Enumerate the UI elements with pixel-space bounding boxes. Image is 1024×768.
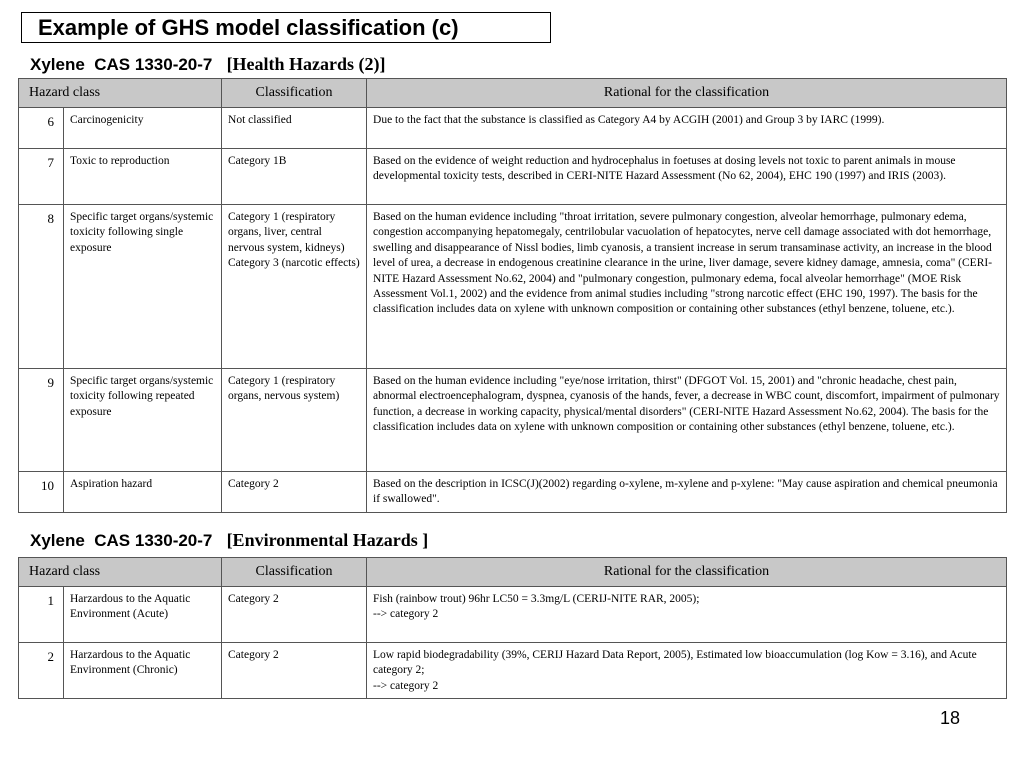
rationale-cell: Based on the human evidence including "eye/nose irritation, thirst" (DFGOT Vol. 15, 2001) and "chronic headache, chest pain, abnormal electroencephalogram, dyspnea, cyanosis of the hands, fever, a decrease in WBC count, discomfort, impairment of pulmonary function, a decrease in working capacity, physical/mental disorders" (CERI-NITE Hazard Assessment No.62, 2004). The basis for the classification includes data on xylene with unknown composition or containing other substances (ethyl benzene, toluene, etc.).	[367, 369, 1007, 472]
header-classification: Classification	[222, 558, 367, 587]
environmental-hazards-heading	[30, 530, 428, 551]
slide-title: Example of GHS model classification (c)	[38, 14, 459, 40]
rationale-cell: Based on the human evidence including "throat irritation, severe pulmonary congestion, alveolar hemorrhage, pulmonary edema, congestion accompanying hepatomegaly, centrilobular vacuolation of hepatocytes, nerve cell damage associated with dot hemorrhage, swelling and disappearance of Nissl bodies, limb cyanosis, a transient increase in serum transaminase activity, an increase in the blood level of urea, a decrease in endogenous creatinine clearance in the urine, liver damage, severe kidney damage, amnesia, coma" (CERI-NITE Hazard Assessment No.62, 2004) and "pulmonary congestion, pulmonary edema, focal alveolar hemorrhage" (MOE Risk Assessment Vol.1, 2002) and the evidence from animal studies including "strong narcotic effect (EHC 190, 1997). The basis for the classification includes data on xylene with unknown composition or containing other substances (ethyl benzene, toluene, etc.).	[367, 205, 1007, 369]
table-row	[19, 205, 1007, 369]
hazard-class-cell: Carcinogenicity	[64, 108, 222, 149]
header-hazard-class: Hazard class	[19, 79, 222, 108]
classification-cell: Category 2	[222, 472, 367, 513]
row-number: 9	[19, 369, 64, 472]
hazard-class-cell: Aspiration hazard	[64, 472, 222, 513]
rationale-cell: Based on the description in ICSC(J)(2002) regarding o-xylene, m-xylene and p-xylene: "May cause aspiration and chemical pneumonia if swallowed".	[367, 472, 1007, 513]
rationale-line: Fish (rainbow trout) 96hr LC50 = 3.3mg/L (CERIJ-NITE RAR, 2005);	[373, 593, 700, 605]
rationale-line: --> category 2	[373, 608, 439, 621]
table-header-row	[19, 79, 1007, 108]
rationale-cell: Based on the evidence of weight reduction and hydrocephalus in foetuses at dosing levels not toxic to parent animals in mouse developmental toxicity tests, described in CERI-NITE Hazard Assessment (No 62, 2004), EHC 190 (1997) and IRIS (2003).	[367, 149, 1007, 205]
hazard-class-cell: Specific target organs/systemic toxicity following repeated exposure	[64, 369, 222, 472]
row-number: 1	[19, 587, 64, 643]
row-number: 10	[19, 472, 64, 513]
table-row	[19, 472, 1007, 513]
rationale-cell: Due to the fact that the substance is classified as Category A4 by ACGIH (2001) and Group 3 by IARC (1999).	[367, 108, 1007, 149]
page-number: 18	[940, 708, 961, 728]
health-heading-substance: Xylene CAS 1330-20-7	[30, 55, 213, 74]
classification-cell: Category 1 (respiratory organs, liver, central nervous system, kidneys) Category 3 (narcotic effects)	[222, 205, 367, 369]
classification-cell: Category 1B	[222, 149, 367, 205]
header-rationale: Rational for the classification	[367, 558, 1007, 587]
environment-heading-substance: Xylene CAS 1330-20-7	[30, 531, 213, 550]
health-hazards-heading	[30, 54, 386, 75]
header-rationale: Rational for the classification	[367, 79, 1007, 108]
classification-cell: Not classified	[222, 108, 367, 149]
classification-cell: Category 2	[222, 587, 367, 643]
table-row	[19, 587, 1007, 643]
classification-cell: Category 1 (respiratory organs, nervous system)	[222, 369, 367, 472]
hazard-class-cell: Toxic to reproduction	[64, 149, 222, 205]
row-number: 7	[19, 149, 64, 205]
table-row	[19, 108, 1007, 149]
header-hazard-class: Hazard class	[19, 558, 222, 587]
hazard-class-cell: Specific target organs/systemic toxicity following single exposure	[64, 205, 222, 369]
classification-cell: Category 2	[222, 643, 367, 699]
hazard-class-cell: Harzardous to the Aquatic Environment (Chronic)	[64, 643, 222, 699]
table-row	[19, 369, 1007, 472]
environment-heading-category: [Environmental Hazards ]	[226, 530, 429, 550]
rationale-line: Low rapid biodegradability (39%, CERIJ Hazard Data Report, 2005), Estimated low bioaccumulation (log Kow = 3.16), and Acute category 2;	[373, 649, 977, 677]
health-hazards-table	[18, 78, 1007, 513]
row-number: 6	[19, 108, 64, 149]
table-row	[19, 643, 1007, 699]
header-classification: Classification	[222, 79, 367, 108]
rationale-cell	[367, 587, 1007, 643]
environmental-hazards-table	[18, 557, 1007, 699]
table-row	[19, 149, 1007, 205]
hazard-class-cell: Harzardous to the Aquatic Environment (Acute)	[64, 587, 222, 643]
rationale-line: --> category 2	[373, 679, 439, 692]
rationale-cell	[367, 643, 1007, 699]
health-heading-category: [Health Hazards (2)]	[226, 54, 386, 74]
slide-title-box	[21, 12, 551, 43]
row-number: 8	[19, 205, 64, 369]
row-number: 2	[19, 643, 64, 699]
table-header-row	[19, 558, 1007, 587]
